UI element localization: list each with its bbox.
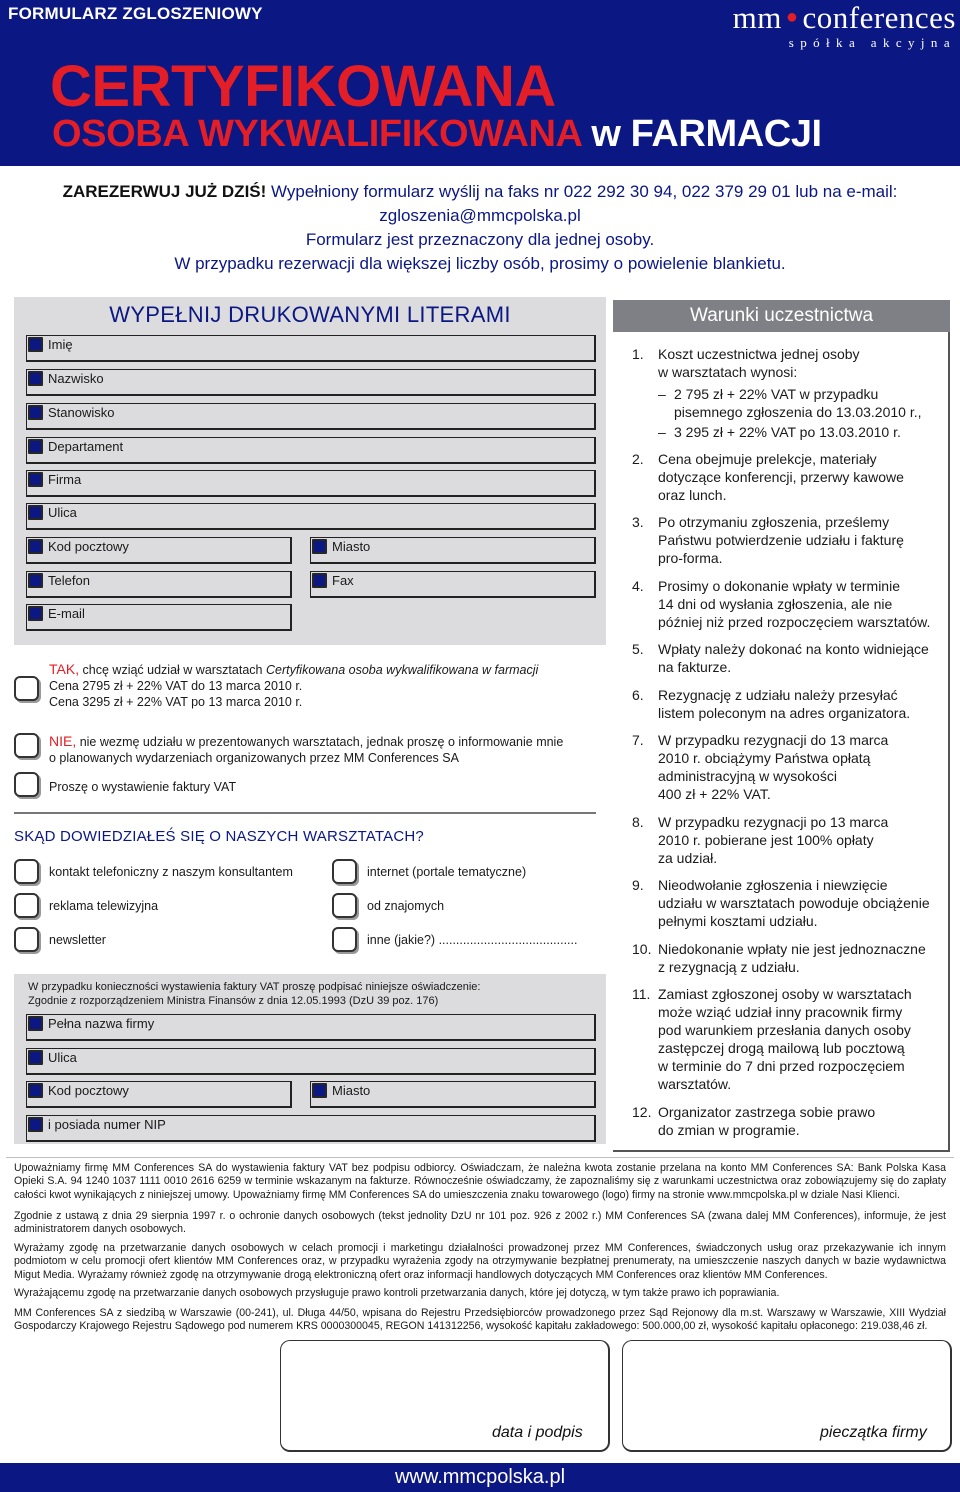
condition-6-line-1: Rezygnację z udziału należy przesyłać <box>658 687 898 703</box>
no-word: NIE, <box>49 733 77 749</box>
source-friends-checkbox[interactable] <box>332 893 357 918</box>
source-phone-checkbox[interactable] <box>14 859 39 884</box>
phone-field[interactable] <box>26 571 292 598</box>
logo-subtitle: spółka akcyjna <box>788 35 956 50</box>
street-field[interactable] <box>26 503 596 530</box>
company-label: Firma <box>48 472 82 487</box>
condition-6-number: 6. <box>632 687 644 703</box>
email-field[interactable] <box>26 604 292 631</box>
condition-3-number: 3. <box>632 514 644 530</box>
legal-top-rule <box>6 1157 954 1158</box>
invoice-company-label: Pełna nazwa firmy <box>48 1016 155 1031</box>
condition-8-number: 8. <box>632 814 644 830</box>
company-stamp-label: pieczątka firmy <box>820 1424 927 1441</box>
condition-7-number: 7. <box>632 732 644 748</box>
first-name-label: Imię <box>48 337 73 352</box>
invoice-nip-field[interactable] <box>26 1115 596 1142</box>
invoice-city-label: Miasto <box>332 1083 371 1098</box>
intro-lead: ZAREZERWUJ JUŻ DZIŚ! <box>62 182 267 201</box>
legal-data-protection: Zgodnie z ustawą z dnia 29 sierpnia 1997 r. o ochronie danych osobowych (tekst jednolity DzU nr 101 poz. 926 z 2002 r.) MM Conferences SA (zwana dalej MM Conferences), informuje, że jest administratorem danych osobowych. <box>14 1210 946 1236</box>
fax-label: Fax <box>332 573 354 588</box>
logo-text-conferences: conferences <box>802 0 956 35</box>
condition-2-line-2: dotyczące konferencji, przerwy kawowe <box>658 469 904 485</box>
no-checkbox[interactable] <box>14 733 39 758</box>
city-label: Miasto <box>332 539 371 554</box>
condition-2-text <box>658 450 948 504</box>
condition-10-number: 10. <box>632 941 652 957</box>
condition-10-line-2: z rezygnacją z udziału. <box>658 959 800 975</box>
last-name-label: Nazwisko <box>48 371 104 386</box>
title-line-1: CERTYFIKOWANA <box>50 54 556 119</box>
condition-11-line-6: warsztatów. <box>658 1076 732 1092</box>
condition-3-text <box>658 513 948 567</box>
fax-field[interactable] <box>310 571 596 598</box>
condition-1-price-a <box>674 385 922 421</box>
postal-code-field[interactable] <box>26 537 292 564</box>
condition-5-text <box>658 640 948 676</box>
intro-fax-text: Wypełniony formularz wyślij na faks nr 022 292 30 94, 022 379 29 01 lub na e-mail: <box>266 182 898 201</box>
condition-1-price-a-line-1: 2 795 zł + 22% VAT w przypadku <box>674 386 879 402</box>
no-option-text <box>49 733 563 766</box>
yes-text: chcę wziąć udział w warsztatach <box>79 663 266 677</box>
intro-email[interactable]: zgloszenia@mmcpolska.pl <box>379 206 581 225</box>
invoice-option-text: Proszę o wystawienie faktury VAT <box>49 780 237 794</box>
condition-11-line-1: Zamiast zgłoszonej osoby w warsztatach <box>658 986 912 1002</box>
intro-copy-note: W przypadku rezerwacji dla większej liczby osób, prosimy o powielenie blankietu. <box>174 254 786 273</box>
invoice-statement-line-2: Zgodnie z rozporządzeniem Ministra Finansów z dnia 12.05.1993 (DzU 39 poz. 176) <box>28 995 439 1007</box>
yes-course-name: Certyfikowana osoba wykwalifikowana w farmacji <box>265 663 539 677</box>
condition-11-line-4: zastępczej drogą mailową lub pocztową <box>658 1040 905 1056</box>
condition-8-line-1: W przypadku rezygnacji po 13 marca <box>658 814 889 830</box>
position-field[interactable] <box>26 403 596 430</box>
footer-website-link[interactable]: www.mmcpolska.pl <box>394 1466 566 1488</box>
condition-11-text <box>658 985 948 1093</box>
logo-dot-icon: ● <box>785 6 799 28</box>
condition-11-line-3: pod warunkiem przesłania danych osoby <box>658 1022 911 1038</box>
condition-4-line-3: później niż przed rozpoczęciem warsztatów. <box>658 614 931 630</box>
last-name-field[interactable] <box>26 369 596 396</box>
condition-7-line-1: W przypadku rezygnacji do 13 marca <box>658 732 889 748</box>
position-label: Stanowisko <box>48 405 115 420</box>
yes-word: TAK, <box>49 661 80 677</box>
street-label: Ulica <box>48 505 77 520</box>
condition-2-line-1: Cena obejmuje prelekcje, materiały <box>658 451 877 467</box>
email-label: E-mail <box>48 606 85 621</box>
source-tv-checkbox[interactable] <box>14 893 39 918</box>
condition-7-text <box>658 731 948 803</box>
source-newsletter-checkbox[interactable] <box>14 927 39 952</box>
condition-8-line-3: za udział. <box>658 850 718 866</box>
source-internet-checkbox[interactable] <box>332 859 357 884</box>
no-option-line-1 <box>49 733 563 750</box>
phone-label: Telefon <box>48 573 90 588</box>
condition-12-text <box>658 1103 948 1139</box>
condition-3-line-3: pro-forma. <box>658 550 723 566</box>
condition-4-line-2: 14 dni od wysłania zgłoszenia, ale nie <box>658 596 893 612</box>
yes-price-2: Cena 3295 zł + 22% VAT po 13 marca 2010 r. <box>49 695 303 709</box>
condition-6-text <box>658 686 948 722</box>
yes-checkbox[interactable] <box>14 676 39 701</box>
title-line-2 <box>52 112 822 156</box>
invoice-nip-label: i posiada numer NIP <box>48 1117 166 1132</box>
legal-invoice-authorization: Upoważniamy firmę MM Conferences SA do wystawienia faktury VAT bez podpisu odbiorcy. Oświadczam, że należna kwota zostanie przelana na konto MM Conferences SA: Bank Polska Kasa Opieki S.A. 94 1240 1037 1111 0010 2616 6259 w terminie wskazanym na fakturze. Równocześnie oświadczamy, że zapoznaliśmy się z warunkami uczestnictwa oraz zobowiązujemy się do zapłaty całości kwot wynikających z niniejszej umowy. Upoważniamy firmę MM Conferences SA do umieszczenia znaku towarowego (logo) firmy na stronie www.mmcpolska.pl w dziale Nasi Klienci. <box>14 1162 946 1201</box>
section-divider <box>14 812 596 814</box>
form-type-label: FORMULARZ ZGLOSZENIOWY <box>8 4 263 23</box>
footer-bar <box>0 1463 960 1492</box>
intro-text <box>0 180 960 276</box>
condition-8-text <box>658 813 948 867</box>
condition-3-line-2: Państwu potwierdzenie udziału i fakturę <box>658 532 904 548</box>
condition-5-line-2: na fakturze. <box>658 659 732 675</box>
mm-conferences-logo <box>733 2 956 51</box>
source-heading: SKĄD DOWIEDZIAŁEŚ SIĘ O NASZYCH WARSZTATACH? <box>14 828 424 845</box>
condition-8-line-2: 2010 r. pobierane jest 100% opłaty <box>658 832 874 848</box>
no-text-1: nie wezmę udziału w prezentowanych warsztatach, jednak proszę o informowanie mnie <box>76 735 564 749</box>
signature-label: data i podpis <box>492 1424 583 1441</box>
invoice-street-label: Ulica <box>48 1050 77 1065</box>
invoice-statement <box>28 980 480 1008</box>
title-line-2-red: OSOBA WYKWALIFIKOWANA <box>52 113 582 155</box>
company-field[interactable] <box>26 470 596 497</box>
condition-1-price-a-line-2: pisemnego zgłoszenia do 13.03.2010 r., <box>674 404 922 420</box>
condition-9-line-2: udziału w warsztatach powoduje obciążenie <box>658 895 930 911</box>
condition-11-line-2: może wziąć udział inny pracownik firmy <box>658 1004 903 1020</box>
condition-5-number: 5. <box>632 641 644 657</box>
source-phone-label: kontakt telefoniczny z naszym konsultantem <box>49 865 293 879</box>
invoice-postal-field[interactable] <box>26 1081 292 1108</box>
condition-7-line-3: administracyjną w wysokości <box>658 768 837 784</box>
city-field[interactable] <box>310 537 596 564</box>
source-tv-label: reklama telewizyjna <box>49 899 159 913</box>
condition-10-line-1: Niedokonanie wpłaty nie jest jednoznaczne <box>658 941 926 957</box>
condition-9-line-3: pełnymi kosztami udziału. <box>658 913 818 929</box>
intro-line-1 <box>0 180 960 204</box>
condition-1-line-1: Koszt uczestnictwa jednej osoby <box>658 346 860 362</box>
condition-9-number: 9. <box>632 877 644 893</box>
invoice-statement-line-1: W przypadku konieczności wystawienia faktury VAT proszę podpisać niniejsze oświadczenie: <box>28 981 481 993</box>
no-text-2: o planowanych wydarzeniach organizowanych przez MM Conferences SA <box>49 751 459 765</box>
department-field[interactable] <box>26 437 596 464</box>
yes-price-1: Cena 2795 zł + 22% VAT do 13 marca 2010 r. <box>49 679 303 693</box>
invoice-company-field[interactable] <box>26 1014 596 1041</box>
condition-1-number: 1. <box>632 346 644 362</box>
condition-4-number: 4. <box>632 578 644 594</box>
legal-marketing-consent: Wyrażamy zgodę na przetwarzanie danych osobowych w celach promocji i marketingu działalności prowadzonej przez MM Conferences, świadczonych usług oraz przekazywanie ich innym podmiotom w celu promocji ofert klientów MM Conferences oraz, w przypadku wyrażenia zgody na otrzymywanie bezpłatnej prenumeraty, na umieszczenie naszych danych w bazie wydawnictwa Migut Media. Wyrażamy również zgodę na otrzymywanie drogą elektroniczną ofert oraz informacji handlowych dotyczących MM Conferences oraz klientów MM Conferences. <box>14 1242 946 1281</box>
condition-6-line-2: listem poleconym na adres organizatora. <box>658 705 911 721</box>
yes-option-line-1 <box>49 661 538 678</box>
department-label: Departament <box>48 439 124 454</box>
condition-4-text <box>658 577 948 631</box>
condition-1-dash-b-icon: – <box>658 424 666 440</box>
condition-1-line-2: w warsztatach wynosi: <box>658 364 798 380</box>
condition-9-text <box>658 876 948 930</box>
invoice-checkbox[interactable] <box>14 772 39 797</box>
condition-10-text <box>658 940 948 976</box>
condition-12-line-2: do zmian w programie. <box>658 1122 800 1138</box>
condition-12-line-1: Organizator zastrzega sobie prawo <box>658 1104 876 1120</box>
condition-11-line-5: w terminie do 7 dni przed rozpoczęciem <box>658 1058 905 1074</box>
first-name-field[interactable] <box>26 335 596 362</box>
condition-3-line-1: Po otrzymaniu zgłoszenia, prześlemy <box>658 514 890 530</box>
invoice-city-field[interactable] <box>310 1081 596 1108</box>
form-heading: WYPEŁNIJ DRUKOWANYMI LITERAMI <box>109 302 511 327</box>
source-friends-label: od znajomych <box>367 899 445 913</box>
conditions-title: Warunki uczestnictwa <box>613 300 950 332</box>
logo-text-mm: mm <box>732 0 782 35</box>
invoice-postal-label: Kod pocztowy <box>48 1083 129 1098</box>
postal-code-label: Kod pocztowy <box>48 539 129 554</box>
condition-2-number: 2. <box>632 451 644 467</box>
condition-2-line-3: oraz lunch. <box>658 487 727 503</box>
condition-4-line-1: Prosimy o dokonanie wpłaty w terminie <box>658 578 900 594</box>
condition-1-text <box>658 345 948 381</box>
yes-option-text <box>49 661 538 710</box>
source-other-checkbox[interactable] <box>332 927 357 952</box>
title-line-2-white: w FARMACJI <box>591 113 822 155</box>
header-banner <box>0 0 960 166</box>
condition-7-line-2: 2010 r. obciążymy Państwa opłatą <box>658 750 871 766</box>
legal-data-control: Wyrażającemu zgodę na przetwarzanie danych osobowych przysługuje prawo kontroli przetwarzania danych, które jej dotyczą, w tym także prawo ich poprawiania. <box>14 1287 780 1299</box>
source-newsletter-label: newsletter <box>49 933 106 947</box>
condition-9-line-1: Nieodwołanie zgłoszenia i niewzięcie <box>658 877 888 893</box>
condition-12-number: 12. <box>632 1104 652 1120</box>
legal-company-registration: MM Conferences SA z siedzibą w Warszawie (00-241), ul. Długa 44/50, wpisana do Rejestru Przedsiębiorców prowadzonego przez Sąd Rejonowy dla m.st. Warszawy w Warszawie, XIII Wydział Gospodarczy Krajowego Rejestru Sądowego pod numerem KRS 0000300045, REGON 141312256, wysokość kapitału zakładowego: 500.000,00 zł, wysokość kapitału opłaconego: 219.038,46 zł. <box>14 1307 946 1333</box>
invoice-street-field[interactable] <box>26 1048 596 1075</box>
source-internet-label: internet (portale tematyczne) <box>367 865 527 879</box>
condition-1-price-b: 3 295 zł + 22% VAT po 13.03.2010 r. <box>674 424 901 440</box>
condition-1-dash-a-icon: – <box>658 386 666 402</box>
condition-11-number: 11. <box>632 986 651 1002</box>
source-other-label: inne (jakie?) ........................................ <box>367 933 578 947</box>
intro-single-person-note: Formularz jest przeznaczony dla jednej osoby. <box>305 230 655 249</box>
condition-5-line-1: Wpłaty należy dokonać na konto widniejące <box>658 641 929 657</box>
condition-7-line-4: 400 zł + 22% VAT. <box>658 786 771 802</box>
